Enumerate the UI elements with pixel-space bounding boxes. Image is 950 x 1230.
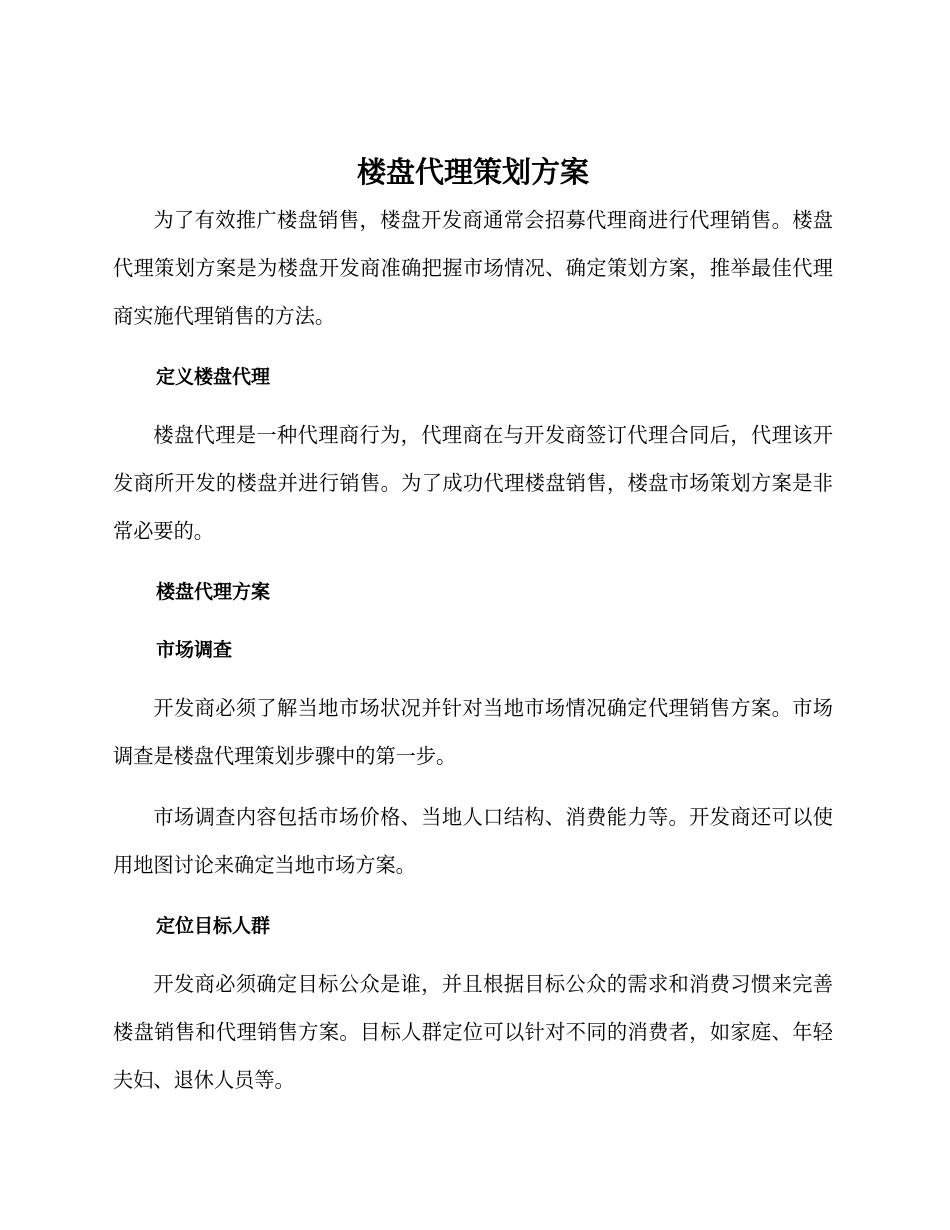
section-heading-plan: 楼盘代理方案	[156, 581, 271, 603]
intro-paragraph: 为了有效推广楼盘销售，楼盘开发商通常会招募代理商进行代理销售。楼盘代理策划方案是为楼盘开发商准确把握市场情况、确定策划方案，推举最佳代理商实施代理销售的方法。	[113, 208, 833, 328]
section-heading-market-research: 市场调查	[156, 639, 233, 661]
document-title: 楼盘代理策划方案	[356, 155, 589, 189]
target-audience-paragraph: 开发商必须确定目标公众是谁，并且根据目标公众的需求和消费习惯来完善楼盘销售和代理销售方案。目标人群定位可以针对不同的消费者，如家庭、年轻夫妇、退休人员等。	[113, 972, 833, 1092]
market-research-paragraph-2: 市场调查内容包括市场价格、当地人口结构、消费能力等。开发商还可以使用地图讨论来确定当地市场方案。	[113, 805, 833, 877]
definition-paragraph: 楼盘代理是一种代理商行为，代理商在与开发商签订代理合同后，代理该开发商所开发的楼盘并进行销售。为了成功代理楼盘销售，楼盘市场策划方案是非常必要的。	[113, 423, 833, 543]
market-research-paragraph-1: 开发商必须了解当地市场状况并针对当地市场情况确定代理销售方案。市场调查是楼盘代理策划步骤中的第一步。	[113, 696, 833, 768]
section-heading-definition: 定义楼盘代理	[156, 366, 271, 388]
document-body	[113, 148, 833, 1104]
section-heading-target-audience: 定位目标人群	[156, 915, 271, 937]
